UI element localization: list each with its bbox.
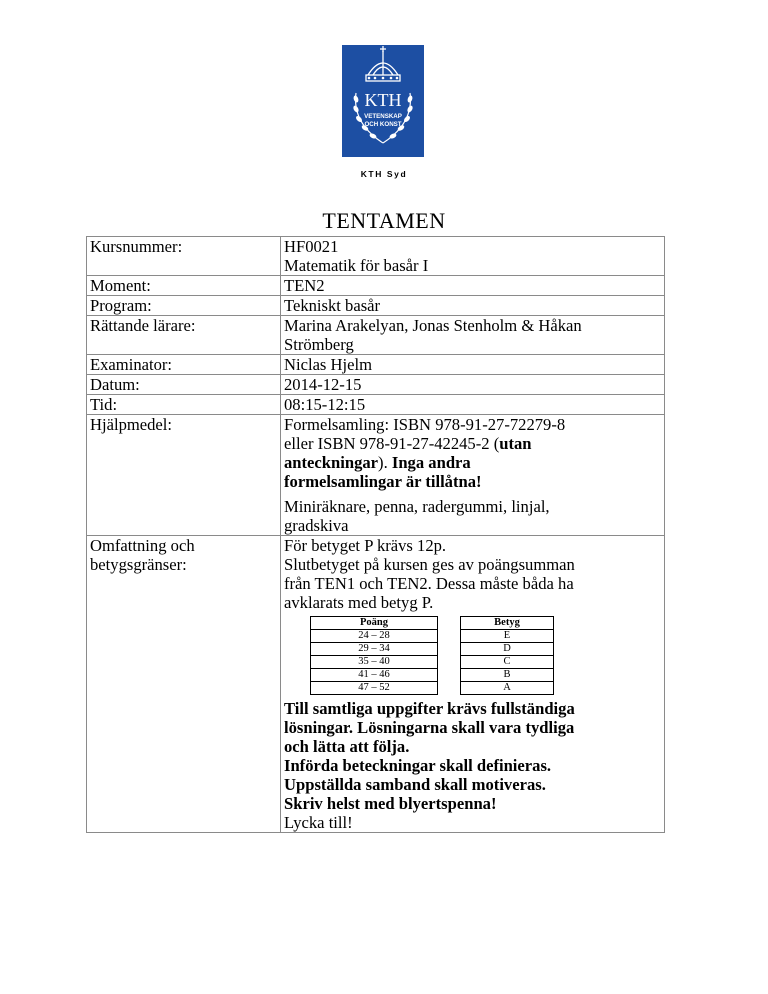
teachers-line-2: Strömberg <box>284 335 354 354</box>
label-moment: Moment: <box>87 276 281 296</box>
label-omfattning: Omfattning och <box>90 536 195 555</box>
formula-book-1: Formelsamling: ISBN 978-91-27-72279-8 <box>284 415 566 434</box>
svg-text:VETENSKAP: VETENSKAP <box>364 113 402 120</box>
instructions-line-5: Uppställda samband skall motiveras. <box>284 775 546 794</box>
row-rattande-larare <box>87 316 665 355</box>
label-examinator: Examinator: <box>87 355 281 375</box>
row-datum <box>87 375 665 395</box>
good-luck: Lycka till! <box>284 813 353 832</box>
row-moment <box>87 276 665 296</box>
teachers-line-1: Marina Arakelyan, Jonas Stenholm & Håkan <box>284 316 582 335</box>
instructions-line-1: Till samtliga uppgifter krävs fullständiga <box>284 699 575 718</box>
label-betygsgranser: betygsgränser: <box>90 555 187 574</box>
grade-table-header-points: Poäng <box>311 617 438 630</box>
instructions-line-3: och lätta att följa. <box>284 737 410 756</box>
grade-row: 41 – 46 B <box>311 669 554 682</box>
course-name: Matematik för basår I <box>284 256 429 275</box>
instructions-line-2: lösningar. Lösningarna skall vara tydliga <box>284 718 575 737</box>
formula-book-inga-andra: Inga andra <box>391 453 471 472</box>
value-omfattning <box>281 536 665 833</box>
row-tid <box>87 395 665 415</box>
label-kursnummer: Kursnummer: <box>87 237 281 276</box>
kth-logo <box>342 45 424 157</box>
exam-info-table <box>86 236 665 833</box>
kth-crown-emblem-icon <box>342 45 424 157</box>
row-kursnummer <box>87 237 665 276</box>
svg-text:KTH: KTH <box>364 90 402 110</box>
row-hjalpmedel <box>87 415 665 536</box>
grade-row: 24 – 28 E <box>311 630 554 643</box>
grade-table <box>310 616 554 695</box>
final-grade-line-3: avklarats med betyg P. <box>284 593 434 612</box>
course-code: HF0021 <box>284 237 339 256</box>
formula-book-utan: utan <box>499 434 532 453</box>
final-grade-line-1: Slutbetyget på kursen ges av poängsumman <box>284 555 575 574</box>
formula-book-anteckningar: anteckningar <box>284 453 379 472</box>
value-moment: TEN2 <box>281 276 665 296</box>
value-examinator: Niclas Hjelm <box>281 355 665 375</box>
value-program: Tekniskt basår <box>281 296 665 316</box>
grade-row: 29 – 34 D <box>311 643 554 656</box>
logo-caption: KTH Syd <box>360 169 408 179</box>
row-program <box>87 296 665 316</box>
value-tid: 08:15-12:15 <box>281 395 665 415</box>
label-rattande-larare: Rättande lärare: <box>87 316 281 355</box>
label-program: Program: <box>87 296 281 316</box>
value-datum: 2014-12-15 <box>281 375 665 395</box>
label-hjalpmedel: Hjälpmedel: <box>87 415 281 536</box>
allowed-tools-line-2: gradskiva <box>284 516 349 535</box>
label-tid: Tid: <box>87 395 281 415</box>
formula-book-2: eller ISBN 978-91-27-42245-2 ( <box>284 434 500 453</box>
grade-table-header-grade: Betyg <box>461 617 554 630</box>
grade-row: 35 – 40 C <box>311 656 554 669</box>
formula-book-restriction: formelsamlingar är tillåtna! <box>284 472 482 491</box>
allowed-tools-line-1: Miniräknare, penna, radergummi, linjal, <box>284 497 550 516</box>
document-title: TENTAMEN <box>322 208 446 233</box>
instructions-line-6: Skriv helst med blyertspenna! <box>284 794 497 813</box>
pass-requirement: För betyget P krävs 12p. <box>284 536 447 555</box>
svg-text:OCH KONST: OCH KONST <box>364 121 402 128</box>
row-examinator <box>87 355 665 375</box>
instructions-line-4: Införda beteckningar skall definieras. <box>284 756 552 775</box>
grade-row: 47 – 52 A <box>311 682 554 695</box>
value-hjalpmedel: Formelsamling: ISBN 978-91-27-72279-8 eller ISBN 978-91-27-42245-2 (utan anteckningar). Inga andra formelsamlingar är tillåtna! Miniräknare, penna, radergummi, linjal, gradskiva <box>281 415 665 536</box>
final-grade-line-2: från TEN1 och TEN2. Dessa måste båda ha <box>284 574 574 593</box>
row-omfattning <box>87 536 665 833</box>
label-datum: Datum: <box>87 375 281 395</box>
